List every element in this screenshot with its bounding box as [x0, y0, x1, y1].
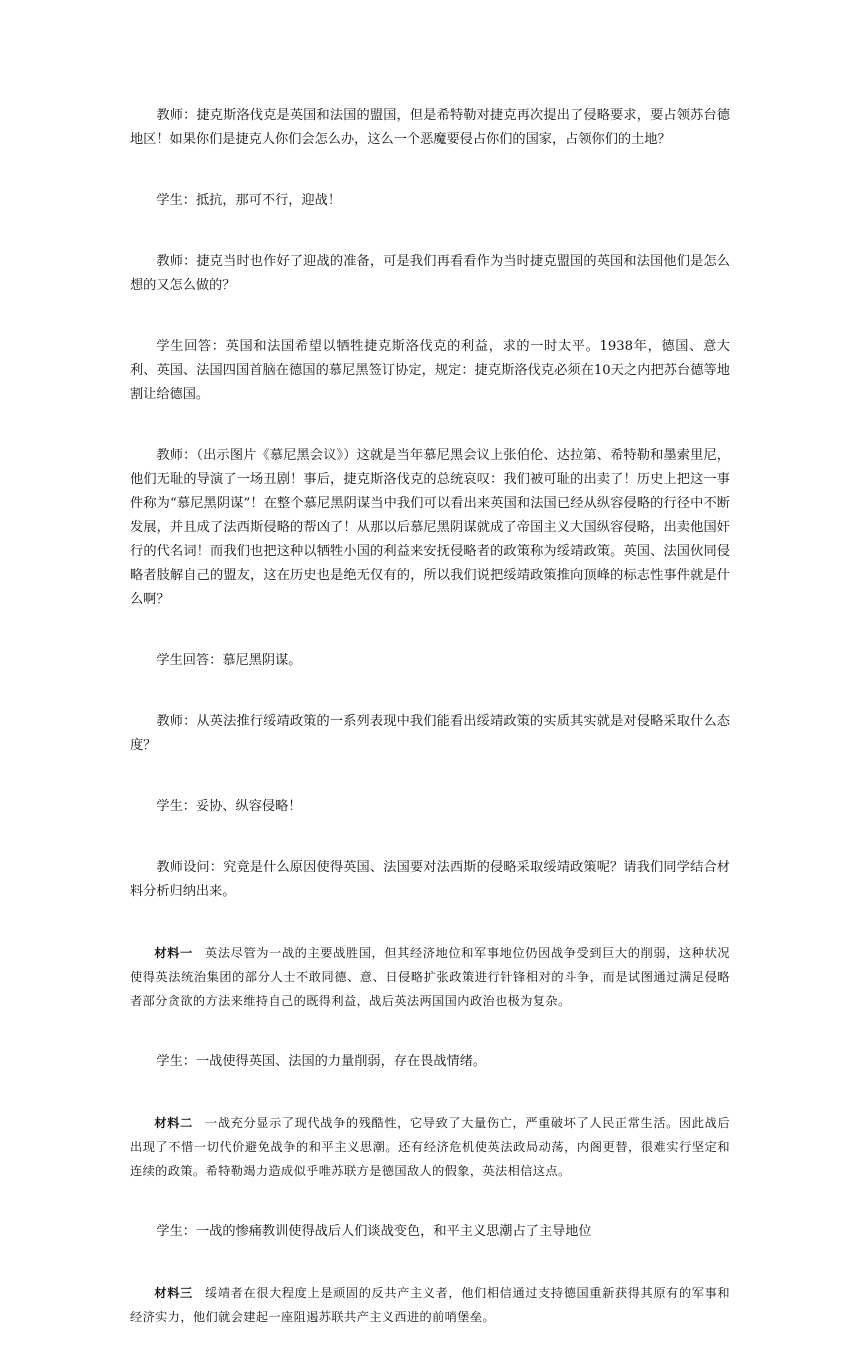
material-3-label: 材料三 [154, 1286, 193, 1300]
paragraph-student-2: 学生回答：英国和法国希望以牺牲捷克斯洛伐克的利益，求的一时太平。1938年，德国、意大利、英国、法国四国首脑在德国的慕尼黑签订协定，规定：捷克斯洛伐克必须在10天之内把苏台德等地割让给德国。 [130, 339, 730, 402]
document-page [130, 104, 730, 1366]
paragraph-student-4: 学生：妥协、纵容侵略！ [156, 799, 302, 814]
paragraph-student-5: 学生：一战使得英国、法国的力量削弱，存在畏战情绪。 [156, 1054, 487, 1069]
material-1-text: 英法尽管为一战的主要战胜国，但其经济地位和军事地位仍因战争受到巨大的削弱，这种状况使得英法统治集团的部分人士不敢同德、意、日侵略扩张政策进行针锋相对的斗争，而是试图通过满足侵略者部分贪欲的方法来维持自己的既得利益，战后英法两国国内政治也极为复杂。 [130, 946, 730, 1008]
material-3-text: 绥靖者在很大程度上是顽固的反共产主义者，他们相信通过支持德国重新获得其原有的军事和经济实力，他们就会建起一座阻遏苏联共产主义西进的前哨堡垒。 [130, 1286, 730, 1324]
paragraph-teacher-4: 教师：从英法推行绥靖政策的一系列表现中我们能看出绥靖政策的实质其实就是对侵略采取什么态度？ [130, 714, 730, 753]
material-2-label: 材料二 [154, 1116, 193, 1130]
paragraph-teacher-2: 教师：捷克当时也作好了迎战的准备，可是我们再看看作为当时捷克盟国的英国和法国他们是怎么想的又怎么做的？ [130, 254, 730, 293]
material-1 [130, 941, 730, 1013]
paragraph-teacher-3: 教师：（出示图片《慕尼黑会议》）这就是当年慕尼黑会议上张伯伦、达拉第、希特勒和墨索里尼，他们无耻的导演了一场丑剧！事后，捷克斯洛伐克的总统哀叹：我们被可耻的出卖了！历史上把这一事件称为“慕尼黑阴谋”！在整个慕尼黑阴谋当中我们可以看出来英国和法国已经从纵容侵略的行径中不断发展，并且成了法西斯侵略的帮凶了！从那以后慕尼黑阴谋就成了帝国主义大国纵容侵略，出卖他国奸行的代名词！而我们也把这种以牺牲小国的利益来安抚侵略者的政策称为绥靖政策。英国、法国伙同侵略者肢解自己的盟友，这在历史也是绝无仅有的，所以我们说把绥靖政策推向顶峰的标志性事件就是什么啊？ [130, 448, 730, 607]
paragraph-student-1: 学生：抵抗，那可不行，迎战！ [156, 193, 342, 208]
material-2-text: 一战充分显示了现代战争的残酷性，它导致了大量伤亡，严重破坏了人民正常生活。因此战后出现了不惜一切代价避免战争的和平主义思潮。还有经济危机使英法政局动荡，内阁更替，很难实行坚定和连续的政策。希特勒竭力造成似乎唯苏联方是德国敌人的假象，英法相信这点。 [130, 1116, 730, 1178]
paragraph-student-3: 学生回答：慕尼黑阴谋。 [156, 653, 302, 668]
material-3 [130, 1281, 730, 1329]
material-1-label: 材料一 [154, 946, 193, 960]
paragraph-teacher-question: 教师设问：究竟是什么原因使得英国、法国要对法西斯的侵略采取绥靖政策呢？请我们同学结合材料分析归纳出来。 [130, 860, 730, 899]
paragraph-teacher-1: 教师：捷克斯洛伐克是英国和法国的盟国，但是希特勒对捷克再次提出了侵略要求，要占领苏台德地区！如果你们是捷克人你们会怎么办，这么一个恶魔要侵占你们的国家，占领你们的土地？ [130, 108, 730, 147]
paragraph-student-6: 学生：一战的惨痛教训使得战后人们谈战变色，和平主义思潮占了主导地位 [156, 1224, 592, 1239]
material-2 [130, 1111, 730, 1183]
